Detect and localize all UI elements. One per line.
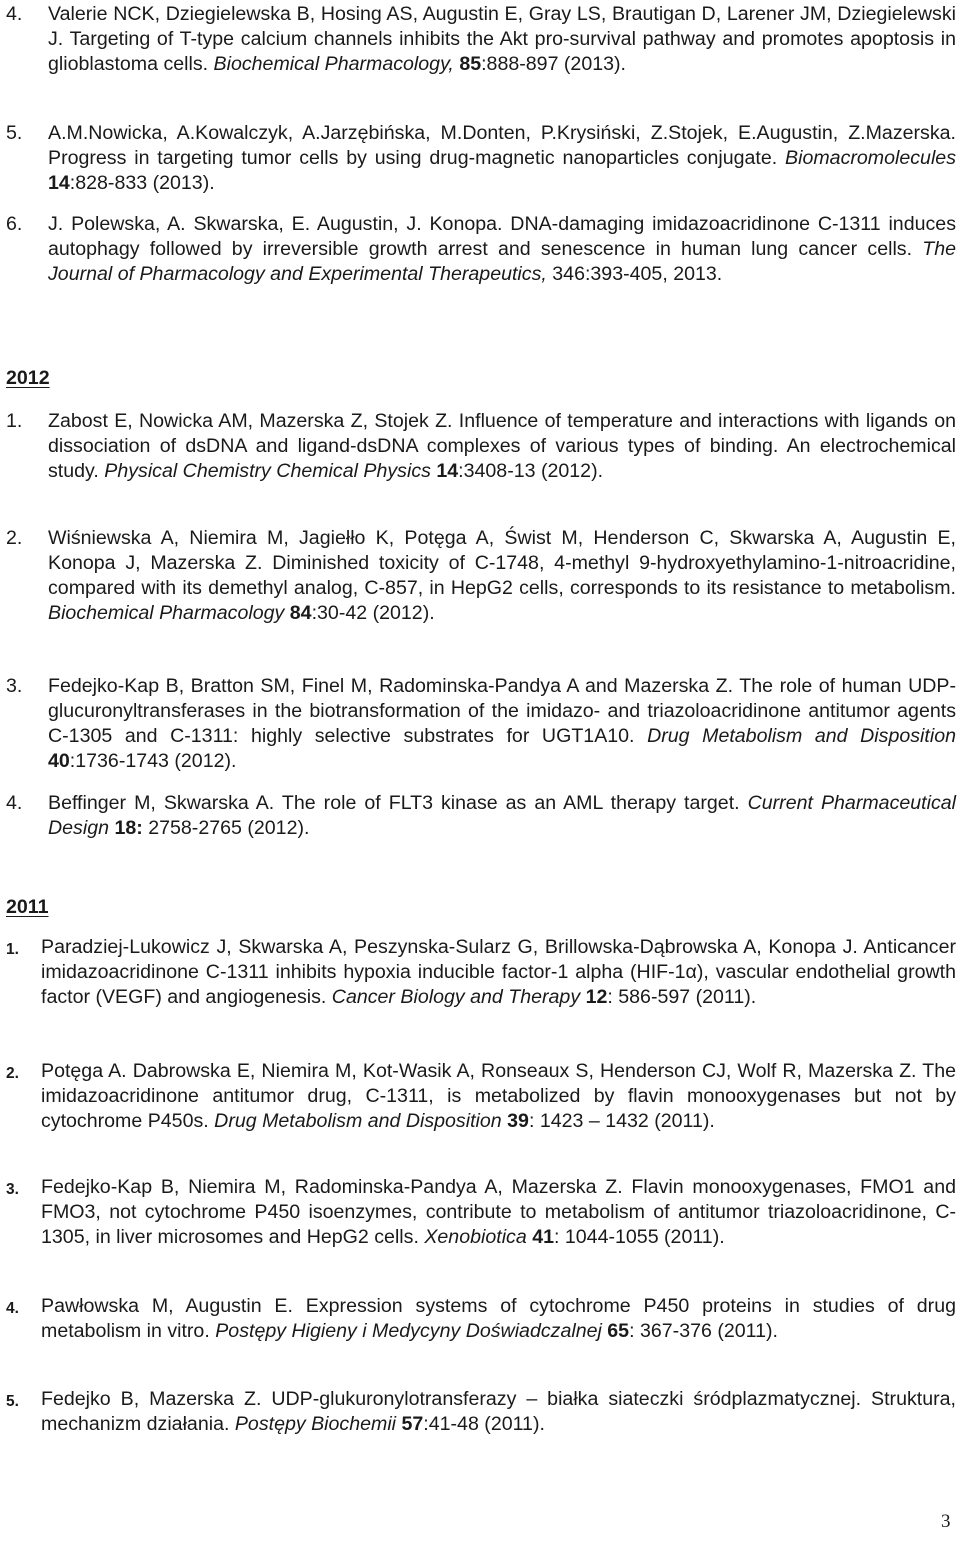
reference-title: Diminished toxicity of C-1748, 4-methyl 9-hydroxyethylamino-1-nitroacridine, compared with its demethyl analog, C-857, in HepG2 cells, corresponds to its resistance to metabolism. — [48, 552, 956, 599]
journal-pages: :3408-13 (2012). — [458, 460, 604, 482]
reference-text — [48, 526, 956, 626]
journal-name: Xenobiotica — [424, 1226, 527, 1248]
reference-authors: Fedejko-Kap B, Niemira M, Radominska-Pandya A, Mazerska Z. — [41, 1176, 632, 1198]
reference-title: Anticancer imidazoacridinone C-1311 inhibits hypoxia inducible factor-1 alpha (HIF-1α), vascular endothelial growth factor (VEGF) and angiogenesis. — [41, 936, 956, 1008]
reference-title: UDP-glukuronylotransferazy – białka siateczki śródplazmatycznej. Struktura, mechanizm działania. — [41, 1388, 956, 1435]
journal-volume: 85 — [459, 53, 482, 75]
reference-text — [48, 409, 956, 484]
journal-pages: : 586-597 (2011). — [607, 986, 757, 1008]
journal-pages: :41-48 (2011). — [423, 1413, 545, 1435]
reference-authors: Fedejko B, Mazerska Z. — [41, 1388, 272, 1410]
reference-text — [48, 2, 956, 77]
reference-text — [41, 935, 956, 1010]
reference-number: 1. — [6, 941, 19, 958]
reference-text — [41, 1387, 956, 1437]
reference-number: 4. — [6, 3, 23, 25]
journal-volume: 12 — [580, 986, 608, 1008]
reference-authors: Potęga A. Dabrowska E, Niemira M, Kot-Wasik A, Ronseaux S, Henderson CJ, Wolf R, Mazerska Z. — [41, 1060, 923, 1082]
journal-name: Biochemical Pharmacology — [48, 602, 285, 624]
reference-text — [48, 674, 956, 774]
reference-title: Expression systems of cytochrome P450 proteins in studies of drug metabolism in vitro. — [41, 1295, 956, 1342]
page-number: 3 — [941, 1511, 951, 1532]
journal-pages: 346:393-405, 2013. — [546, 263, 723, 285]
reference-authors: Fedejko-Kap B, Bratton SM, Finel M, Radominska-Pandya A and Mazerska Z. — [48, 675, 740, 697]
reference-authors: Zabost E, Nowicka AM, Mazerska Z, Stojek Z. — [48, 410, 459, 432]
journal-pages: :30-42 (2012). — [311, 602, 435, 624]
journal-volume: 39 — [501, 1110, 529, 1132]
journal-pages: :1736-1743 (2012). — [69, 750, 237, 772]
reference-authors: Valerie NCK, Dziegielewska B, Hosing AS, Augustin E, Gray LS, Brautigan D, Larener JM, Dziegielewski J. — [48, 3, 956, 50]
journal-name: Postępy Biochemii — [234, 1413, 397, 1435]
reference-title: DNA-damaging imidazoacridinone C-1311 induces autophagy followed by irreversible growth arrest and senescence in human lung cancer cells. — [48, 213, 956, 260]
journal-name: Biomacromolecules — [785, 147, 956, 169]
reference-title: Targeting of T-type calcium channels inhibits the Akt pro-survival pathway and promotes apoptosis in glioblastoma cells. — [48, 28, 956, 75]
reference-title: The imidazoacridinone antitumor drug, C-1311, is metabolized by flavin monooxygenases but not by cytochrome P450s. — [41, 1060, 956, 1132]
reference-title: Influence of temperature and interactions with ligands on dissociation of dsDNA and ligand-dsDNA complexes of various types of binding. An electrochemical study. — [48, 410, 956, 482]
journal-pages: : 1423 – 1432 (2011). — [528, 1110, 715, 1132]
year-heading-2011: 2011 — [6, 896, 49, 918]
journal-volume: 65 — [601, 1320, 630, 1342]
reference-authors: Pawłowska M, Augustin E. — [41, 1295, 306, 1317]
journal-pages: : 367-376 (2011). — [629, 1320, 778, 1342]
reference-title: Progress in targeting tumor cells by using drug-magnetic nanoparticles conjugate. — [48, 147, 786, 169]
reference-text — [41, 1059, 956, 1134]
journal-pages: :828-833 (2013). — [69, 172, 215, 194]
journal-name: Physical Chemistry Chemical Physics — [104, 460, 431, 482]
reference-authors: Beffinger M, Skwarska A. — [48, 792, 282, 814]
reference-text — [41, 1294, 956, 1344]
reference-authors: A.M.Nowicka, A.Kowalczyk, A.Jarzębińska, M.Donten, P.Krysiński, Z.Stojek, E.Augustin, Z.Mazerska. — [48, 122, 956, 144]
journal-pages: :888-897 (2013). — [481, 53, 626, 75]
year-heading-2012: 2012 — [6, 367, 50, 389]
reference-number: 4. — [6, 1300, 19, 1317]
reference-authors: Paradziej-Lukowicz J, Skwarska A, Peszynska-Sularz G, Brillowska-Dąbrowska A, Konopa J. — [41, 936, 864, 958]
reference-title: The role of human UDP-glucuronyltransferases in the biotransformation of the imidazo- and triazoloacridinone antitumor agents C-1305 and C-1311: highly selective substrates for UGT1A10. — [48, 675, 957, 747]
reference-text — [48, 791, 956, 841]
journal-name: Current Pharmaceutical Design — [48, 792, 956, 839]
reference-number: 1. — [6, 410, 23, 432]
journal-volume: 57 — [396, 1413, 424, 1435]
journal-volume: 14 — [430, 460, 459, 482]
journal-name: Postępy Higieny i Medycyny Doświadczalnej — [215, 1320, 602, 1342]
reference-text — [48, 212, 956, 287]
reference-title: Flavin monooxygenases, FMO1 and FMO3, not cytochrome P450 isoenzymes, contribute to metabolism of antitumor triazoloacridinone, C-1305, in liver microsomes and HepG2 cells. — [41, 1176, 956, 1248]
reference-title: The role of FLT3 kinase as an AML therapy target. — [281, 792, 748, 814]
journal-pages: 2758-2765 (2012). — [142, 817, 310, 839]
reference-number: 2. — [6, 1065, 19, 1082]
journal-volume: 14 — [48, 172, 70, 194]
reference-authors: J. Polewska, A. Skwarska, E. Augustin, J. Konopa. — [48, 213, 511, 235]
reference-number: 3. — [6, 1181, 19, 1198]
journal-pages: : 1044-1055 (2011). — [554, 1226, 725, 1248]
journal-volume: 40 — [48, 750, 70, 772]
reference-authors: Wiśniewska A, Niemira M, Jagiełło K, Potęga A, Świst M, Henderson C, Skwarska A, Augustin E, Konopa J, Mazerska Z. — [48, 527, 956, 574]
journal-name: The Journal of Pharmacology and Experimental Therapeutics, — [48, 238, 956, 285]
reference-number: 4. — [6, 792, 23, 814]
reference-number: 5. — [6, 1393, 19, 1410]
journal-volume: 18: — [109, 817, 143, 839]
reference-text — [41, 1175, 956, 1250]
reference-number: 3. — [6, 675, 23, 697]
journal-name: Drug Metabolism and Disposition — [647, 725, 956, 747]
reference-number: 5. — [6, 122, 23, 144]
journal-volume: 84 — [284, 602, 312, 624]
journal-name: Biochemical Pharmacology, — [213, 53, 454, 75]
journal-name: Cancer Biology and Therapy — [331, 986, 581, 1008]
reference-text — [48, 121, 956, 196]
journal-name: Drug Metabolism and Disposition — [214, 1110, 502, 1132]
journal-volume: 41 — [526, 1226, 554, 1248]
reference-number: 2. — [6, 527, 23, 549]
reference-number: 6. — [6, 213, 23, 235]
